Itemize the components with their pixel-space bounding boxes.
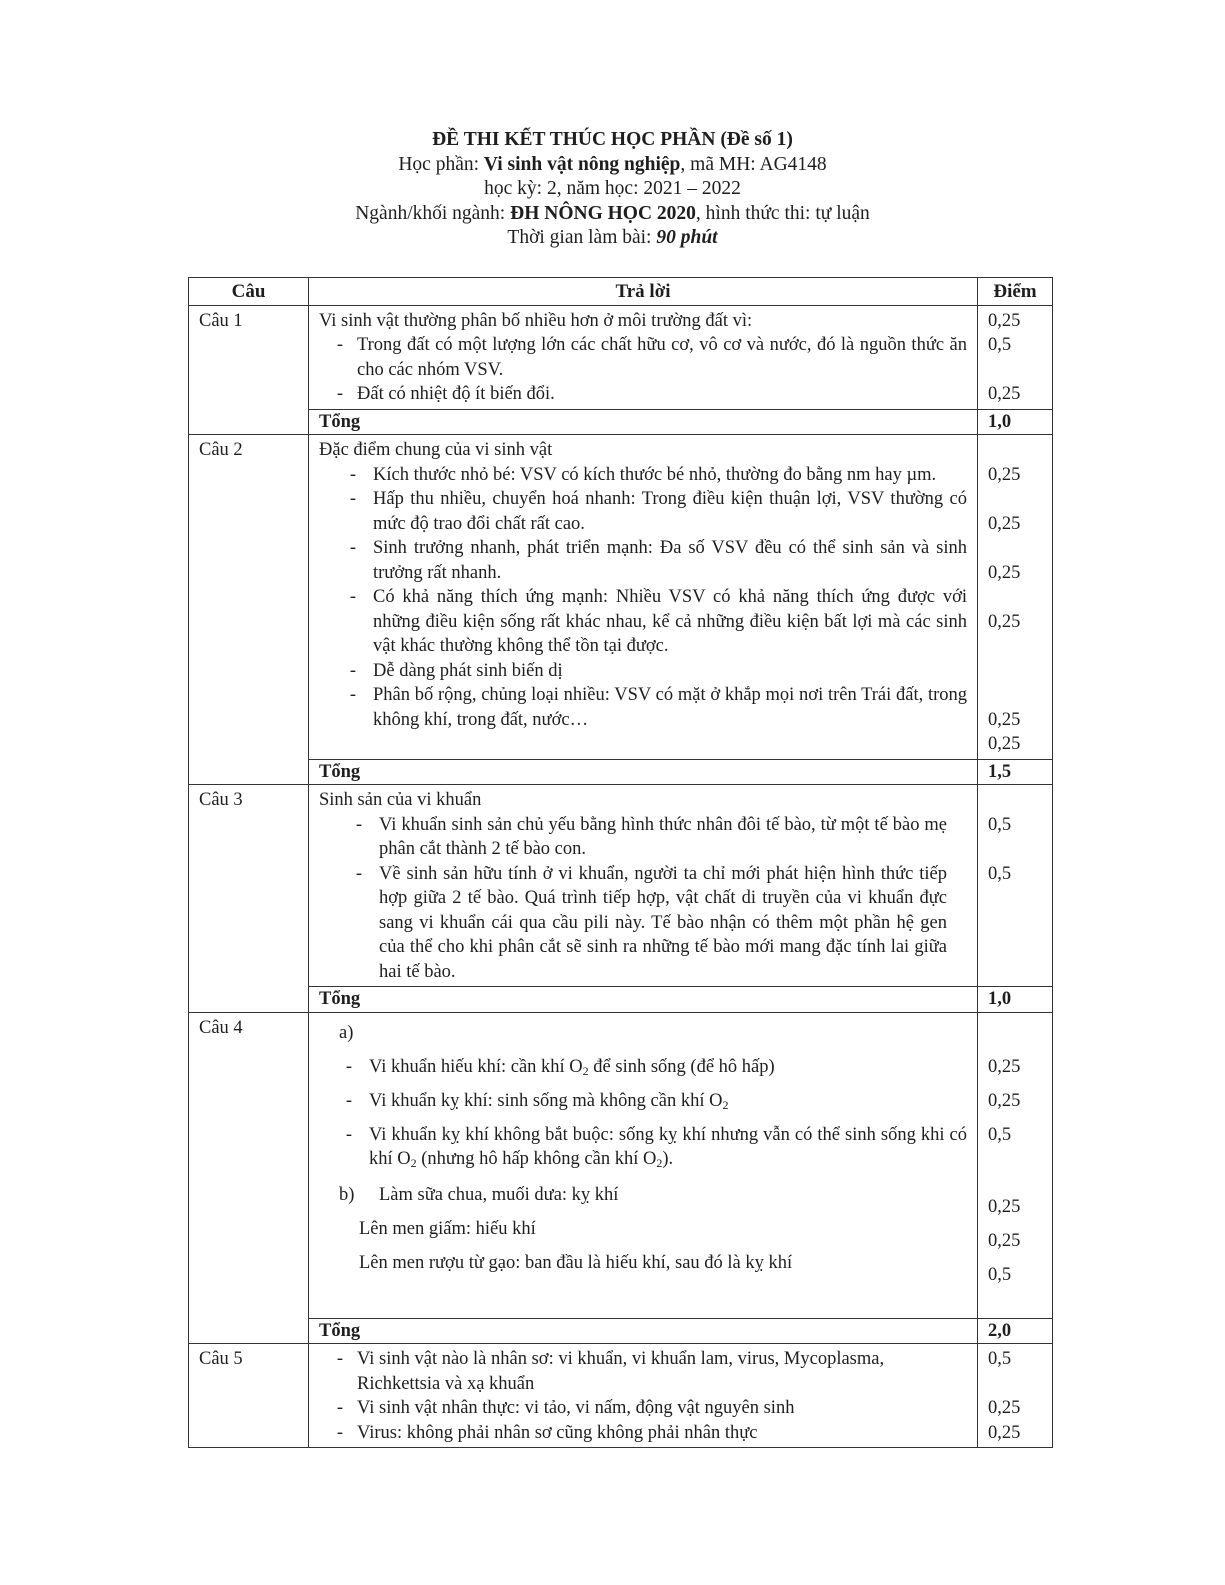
list-item: - Kích thước nhỏ bé: VSV có kích thước bé nhỏ, thường đo bằng nm hay µm. (349, 464, 937, 485)
list-item: - Vi sinh vật nhân thực: vi tảo, vi nấm, động vật nguyên sinh (336, 1398, 795, 1418)
question-label: Câu 1 (189, 305, 309, 435)
total-score: 1,5 (978, 759, 1053, 785)
answer-cell (309, 785, 978, 987)
col-answer: Trả lời (309, 278, 978, 306)
list-item: - Về sinh sản hữu tính ở vi khuẩn, người ta chỉ mới phát hiện hình thức tiếp hợp giữa 2 tế bào. Quá trình tiếp hợp, vật chất di truyền của vi khuẩn đực sang vi khuẩn cái qua cầu pili này. Tế bào nhận có thêm một phần hệ gen của thể cho khi phân cắt sẽ sinh ra những tế bào mới mang đặc tính lai giữa hai tế bào. (355, 863, 947, 982)
course-code: , mã MH: AG4148 (680, 153, 827, 175)
list-item: - Vi khuẩn kỵ khí không bắt buộc: sống kỵ khí nhưng vẫn có thể sinh sống khi có khí $O_2$ (nhưng hô hấp không cần khí $O_2$). (345, 1124, 967, 1170)
duration-prefix: Thời gian làm bài: (507, 227, 657, 248)
table-header-row (189, 278, 1053, 306)
table-row (189, 1012, 1053, 1318)
duration-value: 90 phút (656, 227, 718, 248)
total-row (189, 409, 1053, 435)
answer-intro: Đặc điểm chung của vi sinh vật (319, 440, 553, 460)
score-cell (978, 305, 1053, 409)
score-value: 0,5 (988, 814, 1012, 835)
part-b-item: b) Làm sữa chua, muối dưa: kỵ khí (319, 1178, 967, 1212)
total-row (189, 987, 1053, 1013)
col-score: Điểm (978, 278, 1053, 306)
score-cell (978, 435, 1053, 760)
question-label: Câu 3 (189, 785, 309, 1013)
score-value: 0,25 (988, 611, 1021, 632)
score-cell (978, 1344, 1053, 1448)
part-a-label: a) (339, 1022, 354, 1043)
score-value: 0,5 (988, 863, 1012, 884)
table-row (189, 785, 1053, 987)
score-value: 0,25 (988, 709, 1021, 730)
score-value: 0,25 (988, 384, 1021, 404)
score-cell (978, 1012, 1053, 1318)
list-item: - Trong đất có một lượng lớn các chất hữu cơ, vô cơ và nước, đó là nguồn thức ăn cho các nhóm VSV. (336, 335, 967, 380)
part-b-label: b) (339, 1184, 355, 1205)
score-value: 0,25 (988, 1056, 1021, 1077)
total-label: Tổng (309, 759, 978, 785)
exam-header (0, 128, 1225, 251)
question-label: Câu 2 (189, 435, 309, 785)
total-label: Tổng (309, 987, 978, 1013)
part-b-item: Lên men giấm: hiếu khí (359, 1218, 536, 1239)
score-value: 0,5 (988, 1349, 1012, 1369)
score-value: 0,25 (988, 562, 1021, 583)
table-row (189, 435, 1053, 760)
score-value: 0,25 (988, 1398, 1021, 1418)
list-item: - Vi khuẩn kỵ khí: sinh sống mà không cần khí $O_2$ (345, 1090, 729, 1112)
total-row (189, 1318, 1053, 1344)
answer-table (188, 277, 1053, 1448)
course-prefix: Học phần: (398, 153, 484, 175)
list-item: - Có khả năng thích ứng mạnh: Nhiều VSV có khả năng thích ứng được với những điều kiện sống rất khác nhau, kể cả những điều kiện bất lợi mà các sinh vật khác thường không thể tồn tại được. (349, 587, 967, 656)
answer-cell (309, 1344, 978, 1448)
total-label: Tổng (309, 409, 978, 435)
list-item: - Virus: không phải nhân sơ cũng không phải nhân thực (336, 1422, 758, 1443)
list-item: - Vi khuẩn sinh sản chủ yếu bằng hình thức nhân đôi tế bào, từ một tế bào mẹ phân cắt thành 2 tế bào con. (355, 814, 947, 859)
major-line (0, 202, 1225, 227)
list-item: - Hấp thu nhiều, chuyển hoá nhanh: Trong điều kiện thuận lợi, VSV thường có mức độ trao đổi chất rất cao. (349, 489, 967, 534)
question-label: Câu 4 (189, 1012, 309, 1344)
list-item: - Dễ dàng phát sinh biến dị (349, 660, 563, 681)
total-score: 1,0 (978, 987, 1053, 1013)
total-label: Tổng (309, 1318, 978, 1344)
duration-line (0, 226, 1225, 251)
semester-line: học kỳ: 2, năm học: 2021 – 2022 (484, 178, 741, 199)
col-question: Câu (189, 278, 309, 306)
table-row (189, 305, 1053, 409)
total-score: 2,0 (978, 1318, 1053, 1344)
score-value: 0,25 (988, 1090, 1021, 1111)
score-value: 0,25 (988, 513, 1021, 534)
score-value: 0,5 (988, 1264, 1012, 1285)
course-name: Vi sinh vật nông nghiệp (483, 153, 681, 175)
list-item: - Đất có nhiệt độ ít biến đổi. (336, 384, 555, 404)
part-b-item: Lên men rượu từ gạo: ban đầu là hiếu khí, sau đó là kỵ khí (359, 1252, 793, 1273)
question-label: Câu 5 (189, 1344, 309, 1448)
course-line (0, 153, 1225, 178)
list-item: - Vi sinh vật nào là nhân sơ: vi khuẩn, vi khuẩn lam, virus, Mycoplasma, Richkettsia và xạ khuẩn (336, 1349, 885, 1394)
answer-cell (309, 305, 978, 409)
score-value: 0,25 (988, 310, 1021, 331)
major-prefix: Ngành/khối ngành: (355, 202, 511, 224)
answer-cell (309, 435, 978, 760)
list-item: - Sinh trưởng nhanh, phát triển mạnh: Đa số VSV đều có thể sinh sản và sinh trưởng rất nhanh. (349, 538, 967, 583)
answer-cell (309, 1012, 978, 1318)
major-name: ĐH NÔNG HỌC 2020 (510, 202, 696, 224)
answer-intro: Vi sinh vật thường phân bố nhiều hơn ở môi trường đất vì: (319, 310, 753, 331)
exam-form: , hình thức thi: tự luận (695, 202, 870, 224)
score-value: 0,25 (988, 1230, 1021, 1251)
score-value: 0,5 (988, 335, 1012, 355)
total-score: 1,0 (978, 409, 1053, 435)
list-item: - Vi khuẩn hiếu khí: cần khí $O_2$ để sinh sống (để hô hấp) (345, 1056, 775, 1078)
list-item: - Phân bố rộng, chủng loại nhiều: VSV có mặt ở khắp mọi nơi trên Trái đất, trong không khí, trong đất, nước… (349, 685, 967, 730)
score-value: 0,25 (988, 734, 1021, 754)
score-value: 0,25 (988, 464, 1021, 485)
score-value: 0,5 (988, 1124, 1012, 1145)
total-row (189, 759, 1053, 785)
exam-title: ĐỀ THI KẾT THÚC HỌC PHẦN (Đề số 1) (432, 129, 793, 150)
score-value: 0,25 (988, 1422, 1021, 1443)
table-row (189, 1344, 1053, 1448)
score-cell (978, 785, 1053, 987)
score-value: 0,25 (988, 1196, 1021, 1217)
answer-intro: Sinh sản của vi khuẩn (319, 790, 482, 810)
